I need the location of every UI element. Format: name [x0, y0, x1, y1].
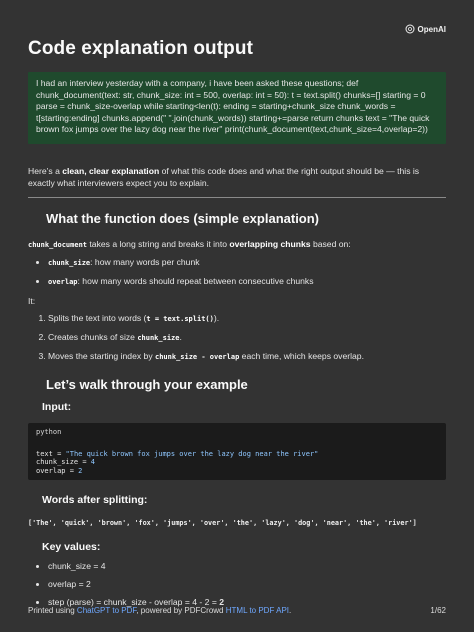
intro-paragraph — [28, 165, 446, 189]
code-text: text = — [36, 449, 66, 458]
openai-logo-icon — [405, 24, 415, 34]
inline-code: t = text.split() — [146, 315, 214, 323]
step-text: Splits the text into words ( — [48, 313, 147, 323]
desc-bold: overlapping chunks — [229, 239, 311, 249]
footer-text: Printed using — [28, 606, 77, 615]
desc-mid: takes a long string and breaks it into — [87, 239, 230, 249]
list-item — [48, 313, 446, 325]
code-language-label: python — [36, 428, 62, 436]
user-prompt-block: I had an interview yesterday with a company, i have been asked these questions; def chunk_document(text: str, chunk_size: int = 500, overlap: int = 50): t = text.split() chunks=[] starting = 0 parse = chunk_size-overlap while starting<len(t): ending = starting+chunk_size chunk_words = t[starting:ending] chunks.append(" ".join(chunk_words)) starting+=parse return chunks text = "The quick brown fox jumps over the lazy dog near the river" print(chunk_document(text,chunk_size=4,overlap=2)) — [28, 72, 446, 144]
print-footer — [28, 606, 446, 615]
code-line — [36, 450, 438, 459]
section-heading-example: Let’s walk through your example — [46, 377, 248, 392]
brand-name: OpenAI — [417, 24, 446, 34]
step-text: Creates chunks of size — [48, 332, 138, 342]
list-item — [48, 351, 446, 363]
key-value-text: step (parse) = chunk_size - overlap = 4 - 2 = — [48, 597, 220, 607]
divider — [28, 197, 446, 198]
page-number: 1/62 — [430, 606, 446, 615]
input-label: Input: — [42, 401, 72, 413]
steps-list — [28, 313, 446, 363]
step-text: . — [179, 332, 182, 342]
code-text: overlap = — [36, 466, 79, 475]
list-item — [48, 257, 446, 269]
inline-code: chunk_document — [28, 241, 88, 249]
html-to-pdf-api-link[interactable]: HTML to PDF API — [225, 606, 290, 615]
list-item — [48, 332, 446, 344]
list-item — [48, 561, 446, 572]
list-item — [48, 579, 446, 590]
code-number: 2 — [78, 466, 83, 475]
key-value-text: overlap = 2 — [48, 579, 91, 589]
list-item-text: : how many words per chunk — [90, 257, 200, 267]
openai-brand — [405, 24, 446, 34]
code-line — [36, 467, 438, 476]
key-value-text: chunk_size = 4 — [48, 561, 106, 571]
step-text: Moves the starting index by — [48, 351, 155, 361]
step-text: each time, which keeps overlap. — [239, 351, 364, 361]
section-heading-function: What the function does (simple explanation) — [46, 211, 320, 226]
key-values-list — [28, 561, 446, 608]
intro-post: of what this code does and what the right output should be — this is exactly what interviewers expect you to explain. — [28, 166, 420, 188]
inline-code: chunk_size — [137, 334, 180, 342]
inline-code: chunk_size - overlap — [155, 353, 240, 361]
key-value-bold: 2 — [219, 597, 225, 607]
code-number: 4 — [90, 458, 96, 466]
chatgpt-to-pdf-link[interactable]: ChatGPT to PDF — [76, 606, 137, 615]
words-label: Words after splitting: — [42, 494, 148, 506]
inline-code: overlap — [48, 278, 78, 286]
function-description — [28, 238, 446, 251]
list-item-text: : how many words should repeat between consecutive chunks — [77, 276, 314, 286]
intro-bold: clean, clear explanation — [62, 166, 160, 176]
step-text: ). — [213, 313, 220, 323]
document-page — [28, 38, 446, 615]
page-title: Code explanation output — [28, 38, 254, 59]
desc-post: based on: — [310, 239, 351, 249]
list-item — [48, 276, 446, 288]
code-line — [36, 458, 438, 467]
footer-credit — [28, 606, 291, 615]
words-list: ['The', 'quick', 'brown', 'fox', 'jumps', 'over', 'the', 'lazy', 'dog', 'near', 'the', 'river'] — [28, 519, 417, 527]
footer-text: , powered by PDFCrowd — [136, 606, 226, 615]
inline-code: chunk_size — [48, 259, 91, 267]
code-string: "The quick brown fox jumps over the lazy dog near the river" — [65, 449, 319, 458]
code-text: chunk_size = — [36, 458, 91, 466]
key-values-label: Key values: — [42, 541, 101, 553]
code-block[interactable] — [28, 423, 446, 480]
param-list — [28, 257, 446, 288]
footer-text: . — [289, 606, 292, 615]
it-label: It: — [28, 296, 36, 306]
intro-pre: Here’s a — [28, 166, 63, 176]
